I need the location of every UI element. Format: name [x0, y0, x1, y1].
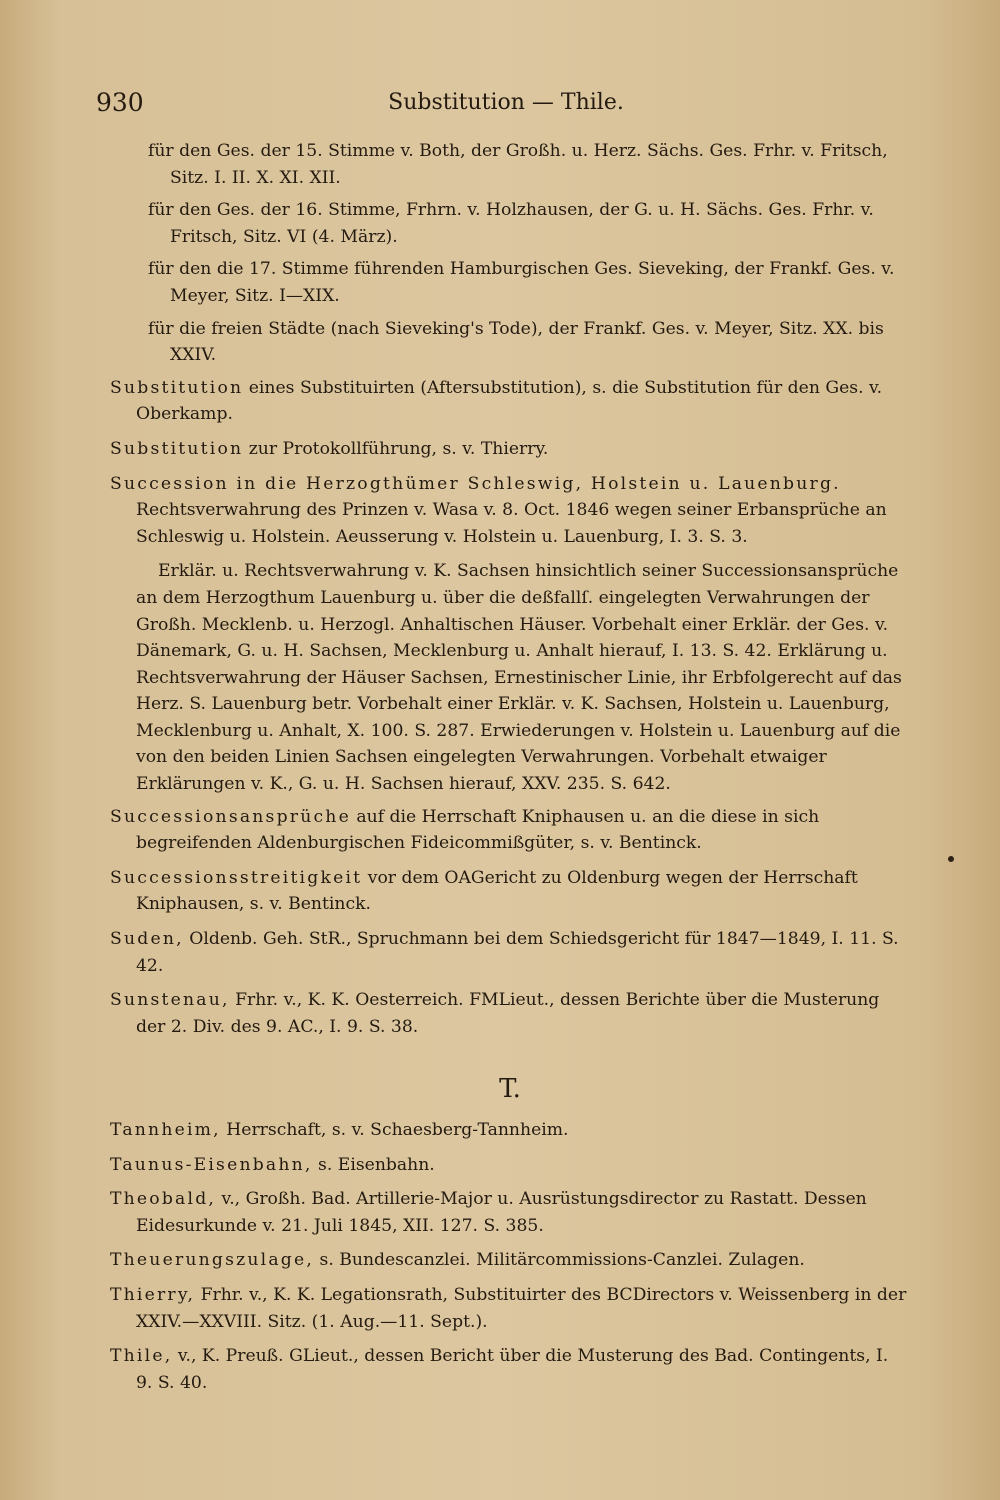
continuation-line: für die freien Städte (nach Sieveking's Tode), der Frankf. Ges. v. Meyer, Sitz. XX. bis XXIV.: [148, 318, 884, 366]
entry-keyword: Sunstenau,: [110, 990, 230, 1011]
running-head: Substitution — Thile.: [388, 90, 624, 115]
index-entry: [110, 1282, 910, 1335]
page-header: [96, 88, 916, 128]
entry-text: v., Großh. Bad. Artillerie-Major u. Ausrüstungsdirector zu Rastatt. Dessen Eidesurkunde v. 21. Juli 1845, XII. 127. S. 385.: [136, 1189, 867, 1236]
entry-keyword: Succession in die Herzogthümer Schleswig, Holstein u. Lauenburg.: [110, 473, 841, 494]
entry-keyword: Successionsstreitigkeit: [110, 867, 363, 888]
entry-keyword: Successionsansprüche: [110, 806, 351, 827]
continuation-line: für den die 17. Stimme führenden Hamburgischen Ges. Sieveking, der Frankf. Ges. v. Meyer, Sitz. I—XIX.: [148, 259, 895, 306]
entry-keyword: Thile,: [110, 1346, 173, 1367]
index-entry: [110, 471, 910, 551]
section-letter: T.: [499, 1074, 521, 1105]
entry-continuation: Erklär. u. Rechtsverwahrung v. K. Sachsen hinsichtlich seiner Successionsansprüche an dem Herzogthum Lauenburg u. über die deßfallſ. eingelegten Verwahrungen der Großh. Mecklenb. u. Herzogl. Anhaltischen Häuser. Vorbehalt einer Erklär. der Ges. v. Dänemark, G. u. H. Sachsen, Mecklenburg u. Anhalt hierauf, I. 13. S. 42. Erklärung u. Rechtsverwahrung der Häuser Sachsen, Ernestinischer Linie, ihr Erbfolgerecht auf das Herz. S. Lauenburg betr. Vorbehalt einer Erklär. v. K. Sachsen, Holstein u. Lauenburg, Mecklenburg u. Anhalt, X. 100. S. 287. Erwiederungen v. Holstein u. Lauenburg auf die von den beiden Linien Sachsen eingelegten Verwahrungen. Vorbehalt etwaiger Erklärungen v. K., G. u. H. Sachsen hierauf, XXV. 235. S. 642.: [136, 561, 902, 795]
index-entry: [110, 1247, 910, 1274]
index-entry: [110, 375, 910, 428]
entry-text: vor dem OAGericht zu Oldenburg wegen der Herrschaft Kniphausen, s. v. Bentinck.: [136, 867, 858, 915]
index-entry: [110, 1152, 910, 1179]
index-entry: [110, 1343, 910, 1396]
continuation-line: für den Ges. der 16. Stimme, Frhrn. v. Holzhausen, der G. u. H. Sächs. Ges. Frhr. v. Fritsch, Sitz. VI (4. März).: [148, 200, 874, 247]
entry-text: Oldenb. Geh. StR., Spruchmann bei dem Schiedsgericht für 1847—1849, I. 11. S. 42.: [136, 929, 899, 976]
index-entry: [110, 926, 910, 979]
entry-text: eines Substituirten (Aftersubstitution), s. die Substitution für den Ges. v. Oberkamp.: [136, 377, 883, 425]
entry-text: Rechtsverwahrung des Prinzen v. Wasa v. 8. Oct. 1846 wegen seiner Erbansprüche an Schleswig u. Holstein. Aeusserung v. Holstein u. Lauenburg, I. 3. S. 3.: [136, 500, 887, 547]
entry-text: s. Bundescanzlei. Militärcommissions-Canzlei. Zulagen.: [314, 1250, 805, 1271]
entry-keyword: Substitution: [110, 377, 244, 398]
entry-text: Frhr. v., K. K. Oesterreich. FMLieut., dessen Berichte über die Musterung der 2. Div. des 9. AC., I. 9. S. 38.: [136, 990, 880, 1037]
page-number: 930: [96, 88, 144, 117]
entry-keyword: Tannheim,: [110, 1120, 221, 1140]
entry-keyword: Theobald,: [110, 1189, 217, 1210]
entry-text: v., K. Preuß. GLieut., dessen Bericht über die Musterung des Bad. Contingents, I. 9. S. 40.: [136, 1346, 889, 1393]
entry-text: auf die Herrschaft Kniphausen u. an die diese in sich begreifenden Aldenburgischen Fideicommißgüter, s. v. Bentinck.: [136, 806, 820, 854]
index-body: [110, 138, 910, 1404]
index-entry: [110, 436, 910, 463]
index-entry: [110, 865, 910, 918]
entry-keyword: Taunus-Eisenbahn,: [110, 1154, 313, 1175]
entry-text: Frhr. v., K. K. Legationsrath, Substituirter des BCDirectors v. Weissenberg in der XXIV.—XXVIII. Sitz. (1. Aug.—11. Sept.).: [136, 1284, 907, 1332]
index-entry: [110, 1117, 910, 1144]
index-entry: [110, 987, 910, 1040]
entry-keyword: Thierry,: [110, 1284, 196, 1305]
entry-text: s. Eisenbahn.: [312, 1154, 435, 1175]
entry-text: Herrschaft, s. v. Schaesberg-Tannheim.: [220, 1120, 569, 1140]
entry-keyword: Suden,: [110, 929, 184, 950]
entry-text: zur Protokollführung, s. v. Thierry.: [243, 438, 549, 459]
index-entry: [110, 804, 910, 857]
index-entry: [110, 1186, 910, 1239]
entry-keyword: Substitution: [110, 438, 244, 459]
entry-keyword: Theuerungszulage,: [110, 1250, 315, 1271]
continuation-line: für den Ges. der 15. Stimme v. Both, der Großh. u. Herz. Sächs. Ges. Frhr. v. Fritsch, Sitz. I. II. X. XI. XII.: [148, 141, 888, 188]
ink-spot: [948, 856, 954, 862]
